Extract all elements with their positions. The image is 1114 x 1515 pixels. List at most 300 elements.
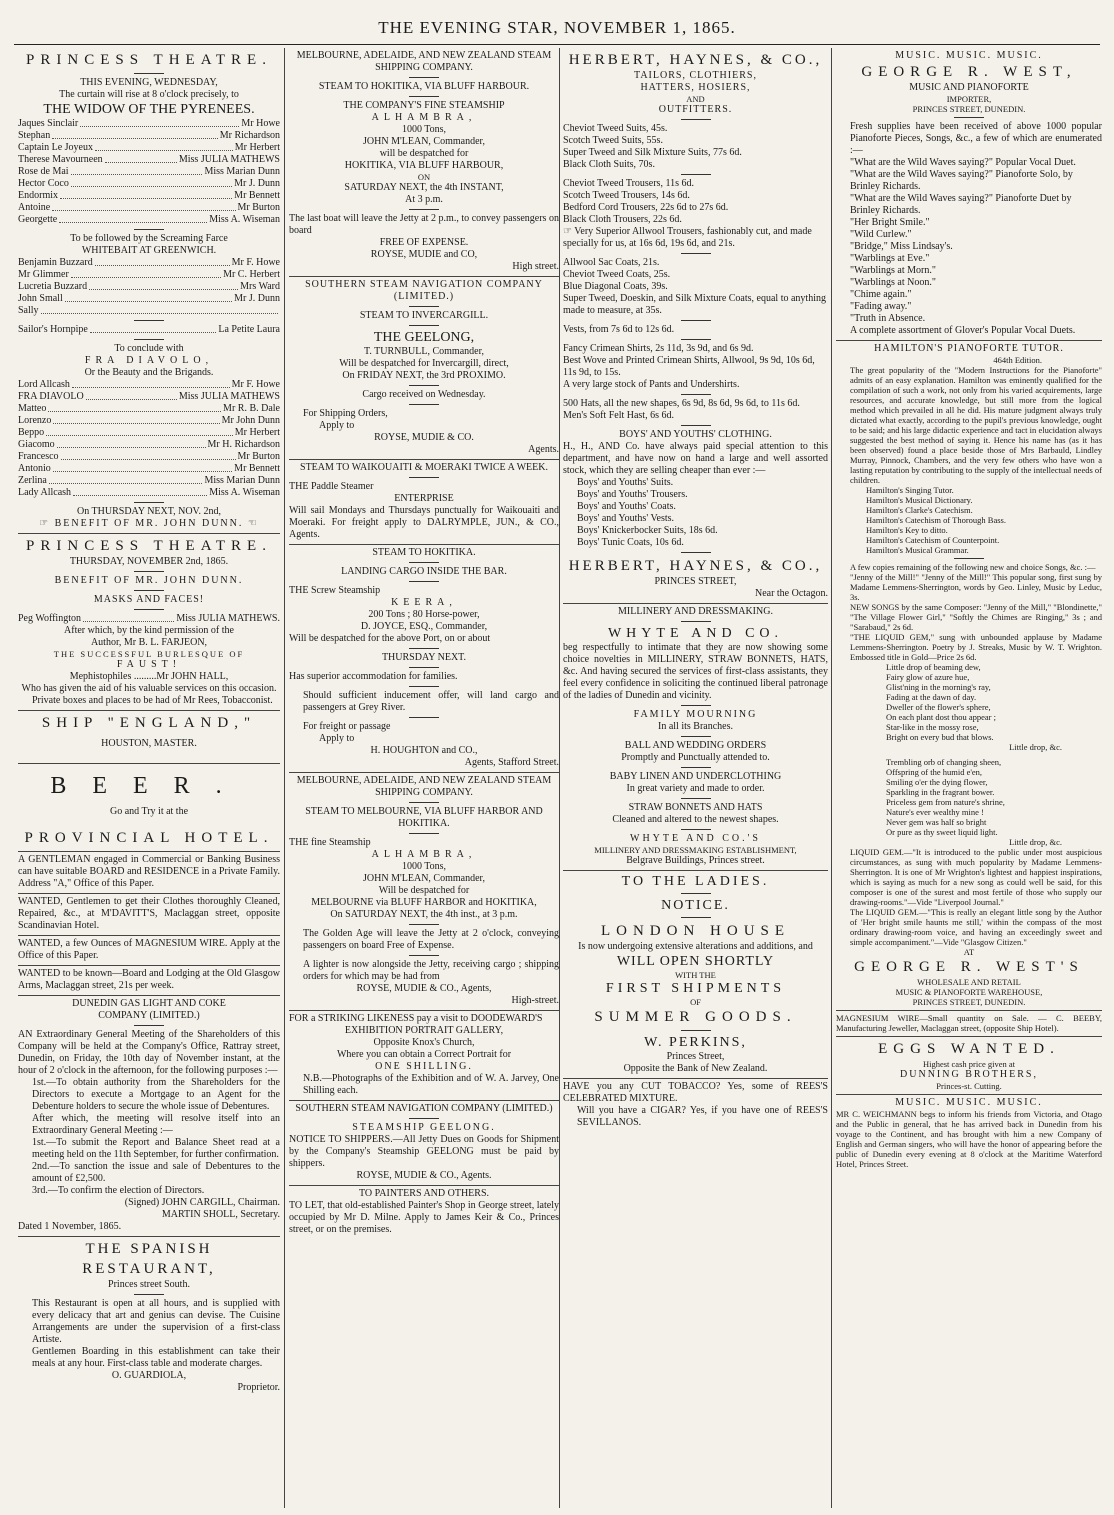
divider [409, 667, 439, 668]
herbert-haynes-ad [563, 48, 828, 604]
magnesium-wire-ad: MAGNESIUM WIRE—Small quantity on Sale. — C. BEEBY, Manufacturing Jeweller, Maclaggan street, (opposite Ship Hotel). [836, 1011, 1102, 1037]
ad-body: A few copies remaining of the following new and choice Songs, &c. :— [850, 562, 1096, 572]
ad-heading: PRINCESS THEATRE. [26, 52, 272, 68]
gas-company-ad [18, 996, 280, 1237]
cast-row: Endormix Mr Bennett [18, 190, 280, 201]
ad-line: FIRST SHIPMENTS [605, 981, 786, 996]
price-line: Super Tweed and Silk Mixture Suits, 77s 6d. [563, 147, 742, 158]
wanted-wire-ad: WANTED, a few Ounces of MAGNESIUM WIRE. Apply at the Office of this Paper. [18, 936, 280, 966]
ad-line: THE Paddle Steamer [289, 481, 374, 492]
divider [409, 833, 439, 834]
column-1 [18, 48, 280, 1513]
divider [681, 253, 711, 254]
divider [409, 96, 439, 97]
divider [134, 571, 164, 572]
ad-body: The great popularity of the "Modern Instructions for the Pianoforte" admits of an easy explanation. Hamilton was eminently qualified for the compilation of such a work, not only from his varied acquirements, large resources, and accurate knowledge, but still more from the logical method which prevailed in all he did. His mature judgment always truly dictated what exactly, according to the pupil's previous knowledge, ought to be said; and his large didactic experience and tact in elucidation always suggested the best method of saying it. Hence his name has (as it has been observed) found a place beside those of Mrs Barbauld, Lindley Murray, Pinnock, Chambers, and the very few others who have won a lasting reputation by contributing to the supply of the intellectual needs of children. [850, 365, 1102, 485]
ship-name: STEAMSHIP GEELONG. [352, 1122, 496, 1133]
cast-row: John Small Mr J. Dunn [18, 293, 280, 304]
divider [134, 1025, 164, 1026]
price-line: Boys' and Youths' Coats. [577, 501, 676, 512]
ad-line: The curtain will rise at 8 o'clock precisely, to [59, 89, 239, 100]
ad-line: High street. [512, 261, 559, 272]
hamilton-tutor-ad [836, 341, 1102, 1011]
wanted-board-ad: WANTED to be known—Board and Lodging at the Old Glasgow Arms, Maclaggan street, 21s per week. [18, 966, 280, 996]
ad-line: HATTERS, HOSIERS, [640, 82, 751, 93]
ad-line: Cleaned and altered to the newest shapes. [612, 814, 779, 825]
firm-name: DUNNING BROTHERS, [900, 1069, 1038, 1080]
ad-line: STEAM TO MELBOURNE, VIA BLUFF HARBOR AND HOKITIKA. [305, 806, 543, 829]
cast-row: Rose de Mai Miss Marian Dunn [18, 166, 280, 177]
price-line: Bedford Cord Trousers, 22s 6d to 27s 6d. [563, 202, 729, 213]
geelong-invercargill-ad [289, 277, 559, 460]
ad-line: MILLINERY AND DRESSMAKING ESTABLISHMENT, [594, 845, 797, 855]
divider [409, 802, 439, 803]
divider [681, 767, 711, 768]
divider [409, 686, 439, 687]
ad-body: NEW SONGS by the same Composer: "Jenny of the Mill," "Blondinette," "The Village Flower Girl," "Softly the Chimes are Ringing," 3s ; and "Sarabaud," 2s 6d. [850, 602, 1102, 632]
column-2 [289, 48, 559, 1513]
cast-row: Benjamin Buzzard Mr F. Howe [18, 257, 280, 268]
ad-body: Should sufficient inducement offer, will land cargo and passengers at Grey River. [303, 690, 559, 713]
price-line: Cheviot Tweed Trousers, 11s 6d. [563, 178, 694, 189]
divider [681, 798, 711, 799]
ad-line: WITH THE [675, 970, 716, 980]
list-item: "What are the Wild Waves saying?" Pianoforte Duet by Brinley Richards. [850, 193, 1072, 216]
divider [134, 1294, 164, 1295]
ad-line: 200 Tons ; 80 Horse-power, [368, 609, 480, 620]
ad-body: MR C. WEICHMANN begs to inform his friends from Victoria, and Otago and the Public in general, that he has arrived back in Dunedin from his voyage to the Continent, and has brought with him a new Company of English and German singers, who will have the honor of appearing before the public of Dunedin every evening at 8 o'clock at the Maritime Waterford Hotel, Princes Street. [836, 1109, 1102, 1169]
ad-line: LANDING CARGO INSIDE THE BAR. [341, 566, 507, 577]
ad-heading: GEORGE R. WEST'S [854, 959, 1084, 975]
divider [681, 174, 711, 175]
ad-line: To be followed by the Screaming Farce [70, 233, 228, 244]
ad-body: HAVE you any CUT TOBACCO? Yes, some of REES'S CELEBRATED MIXTURE. [563, 1081, 828, 1104]
princess-theatre-benefit-ad [18, 534, 280, 711]
list-item: Hamilton's Musical Grammar. [866, 545, 969, 555]
cast-row: Sally [18, 305, 280, 317]
ad-line: T. TURNBULL, Commander, [363, 346, 485, 357]
keera-hokitika-ad [289, 545, 559, 773]
poem-line: Bright on every bud that blows. [886, 732, 994, 742]
divider [409, 325, 439, 326]
price-line: Men's Soft Felt Hast, 6s 6d. [563, 410, 674, 421]
poem-line: Priceless gem from nature's shrine, [886, 797, 1005, 807]
cast-row: Sailor's Hornpipe La Petite Laura [18, 324, 280, 335]
ad-line: Or the Beauty and the Brigands. [84, 367, 214, 378]
firm-name: LONDON HOUSE [600, 923, 791, 939]
ad-line: BALL AND WEDDING ORDERS [624, 740, 767, 751]
list-item: "Wild Curlew." [850, 229, 912, 240]
ad-line: WILL OPEN SHORTLY [616, 954, 775, 969]
ad-line: THE Screw Steamship [289, 585, 381, 596]
price-line: 500 Hats, all the new shapes, 6s 9d, 8s 6d, 9s 6d, to 11s 6d. [563, 398, 800, 409]
ad-line: WHOLESALE AND RETAIL [917, 977, 1021, 987]
divider [409, 404, 439, 405]
list-item: "Chime again." [850, 289, 912, 300]
ad-body: "Jenny of the Mill!" "Jenny of the Mill!" This popular song, first sung by Madame Lemmens-Sherrington, words by Geo. Linley, Music by Leduc, 3s. [850, 572, 1102, 602]
ad-line: OUTFITTERS. [658, 104, 733, 115]
ad-heading: EGGS WANTED. [878, 1041, 1060, 1057]
cast-row: Lady Allcash Miss A. Wiseman [18, 487, 280, 498]
ad-heading: MELBOURNE, ADELAIDE, AND NEW ZEALAND STEAM SHIPPING COMPANY. [296, 50, 552, 73]
eggs-wanted-ad [836, 1037, 1102, 1095]
ad-line: Is now undergoing extensive alterations and additions, and [578, 941, 813, 952]
ad-body: H., H., AND Co. have always paid special attention to this department, and have now on hand a large and well assorted stock, which they are selling cheaper than ever :— [563, 441, 828, 476]
ad-line: PRINCES STREET, [654, 576, 737, 587]
ad-line: Cargo received on Wednesday. [362, 389, 486, 400]
ad-body: Gentlemen Boarding in this establishment can take their meals at any hour. First-class table and moderate charges. [32, 1346, 280, 1369]
ad-heading: TO THE LADIES. [621, 874, 770, 889]
ad-body: A complete assortment of Glover's Popular Vocal Duets. [850, 325, 1076, 336]
geelong-shippers-notice [289, 1101, 559, 1186]
ad-heading: BOYS' AND YOUTHS' CLOTHING. [619, 429, 772, 440]
ad-line: Opposite Knox's Church, [373, 1037, 475, 1048]
ad-body: LIQUID GEM.—"It is introduced to the public under most auspicious circumstances, as sung with much popularity by Madame Lemmens-Sherrington. It is one of Mr Wrighton's lightest and happiest inspirations, which is saying as much for a new song as could well be said, for this composer is one of the surest and most fertile of those who supply our drawing-rooms."—Vide "Liverpool Journal." [850, 847, 1102, 907]
ad-line: AND [686, 94, 705, 104]
ad-line: THE COMPANY'S FINE STEAMSHIP [343, 100, 505, 111]
ad-heading: SOUTHERN STEAM NAVIGATION COMPANY (LIMITED.) [295, 1103, 553, 1114]
ad-line: Apply to [319, 733, 355, 744]
price-line: Best Wove and Printed Crimean Shirts, Allwool, 9s 9d, 10s 6d, 11s 9d, to 15s. [563, 355, 815, 378]
ad-heading: HERBERT, HAYNES, & CO., [568, 52, 823, 68]
divider [134, 320, 164, 321]
divider [681, 320, 711, 321]
cast-row: Hector Coco Mr J. Dunn [18, 178, 280, 189]
divider [409, 955, 439, 956]
list-item: Hamilton's Catechism of Counterpoint. [866, 535, 1000, 545]
ad-heading: SHIP "ENGLAND," [41, 715, 257, 731]
ad-line: BENEFIT OF MR. JOHN DUNN. [54, 575, 244, 586]
ad-body: Will you have a CIGAR? Yes, if you have one of REES'S SEVILLANOS. [577, 1105, 828, 1128]
ad-line: NOTICE. [661, 898, 730, 913]
poem-line: Smiling o'er the dying flower, [886, 777, 988, 787]
masthead: THE EVENING STAR, NOVEMBER 1, 1865. [378, 18, 736, 37]
price-line: Super Tweed, Doeskin, and Silk Mixture Coats, equal to anything made to measure, at 35s. [563, 293, 826, 316]
ad-line: ONE SHILLING. [375, 1061, 473, 1072]
ad-heading: PROVINCIAL HOTEL. [24, 830, 274, 846]
ad-line: MELBOURNE via BLUFF HARBOR and HOKITIKA, [311, 897, 537, 908]
cast-row: Therese Mavourneen Miss JULIA MATHEWS [18, 154, 280, 165]
ad-body: "THE LIQUID GEM," sung with unbounded applause by Madame Lemmens-Sherrington. Poetry by J. Streaks, Music by W. T. Wrighton. Embossed title in Gold—Price 2s 6d. [850, 632, 1102, 662]
cast-row: Georgette Miss A. Wiseman [18, 214, 280, 225]
cast-row: FRA DIAVOLO Miss JULIA MATHEWS [18, 391, 280, 402]
ad-line: High-street. [511, 995, 559, 1006]
ad-body: Fresh supplies have been received of above 1000 popular Pianoforte Pieces, Songs, &c., a few of which are enumerated :— [850, 121, 1102, 156]
ad-line: Dated 1 November, 1865. [18, 1221, 122, 1232]
poem-line: Dweller of the flower's sphere, [886, 702, 991, 712]
price-line: Vests, from 7s 6d to 12s 6d. [563, 324, 675, 335]
ship-england-ad [18, 711, 280, 764]
ad-body: Will sail Mondays and Thursdays punctually for Waikouaiti and Moeraki. For freight apply to DALRYMPLE, JUN., & CO., Agents. [289, 505, 559, 540]
ad-line: THE fine Steamship [289, 837, 371, 848]
ship-name: ALHAMBRA, [371, 849, 477, 860]
list-item: "Warblings at Morn." [850, 265, 936, 276]
princess-theatre-ad [18, 48, 280, 534]
ad-body: 1st.—To submit the Report and Balance Sheet read at a meeting held on the 11th September, for further confirmation. [32, 1137, 280, 1160]
list-item: Hamilton's Singing Tutor. [866, 485, 954, 495]
ad-body: After which, the meeting will resolve itself into an Extraordinary General Meeting :— [32, 1113, 280, 1136]
divider [409, 306, 439, 307]
ad-line: FAUST! [116, 659, 182, 670]
ad-line: STRAW BONNETS AND HATS [628, 802, 763, 813]
ad-line: HOUSTON, MASTER. [101, 738, 197, 749]
price-line: A very large stock of Pants and Undershirts. [563, 379, 740, 390]
firm-name: W. PERKINS, [644, 1035, 747, 1050]
column-divider [559, 48, 560, 1508]
divider [681, 425, 711, 426]
ad-line: Promptly and Punctually attended to. [621, 752, 770, 763]
divider [681, 917, 711, 918]
ad-line: FAMILY MOURNING [633, 709, 758, 720]
divider [409, 648, 439, 649]
divider [134, 339, 164, 340]
divider [681, 736, 711, 737]
signature: MARTIN SHOLL, Secretary. [161, 1209, 280, 1220]
ad-heading: TO PAINTERS AND OTHERS. [358, 1188, 490, 1199]
ad-line: For freight or passage [303, 721, 391, 732]
list-item: "Warblings at Noon." [850, 277, 936, 288]
poem-line: Or pure as thy sweet liquid light. [886, 827, 998, 837]
ad-line: After which, by the kind permission of the [64, 625, 234, 636]
cast-row: Beppo Mr Herbert [18, 427, 280, 438]
ad-body: NOTICE TO SHIPPERS.—All Jetty Dues on Goods for Shipment by the Company's Steamship GEELONG must be paid by shippers. [289, 1134, 559, 1169]
column-divider [831, 48, 832, 1508]
ad-line: OF [690, 997, 701, 1007]
ad-line: ROYSE, MUDIE & CO. [374, 432, 474, 443]
ad-body: The Golden Age will leave the Jetty at 2 o'clock, conveying passengers on board Free of Expense. [303, 928, 559, 951]
ad-line: WHITEBAIT AT GREENWICH. [81, 245, 217, 256]
divider [681, 552, 711, 553]
ad-body: A lighter is now alongside the Jetty, receiving cargo ; shipping orders for which may be had from [303, 959, 559, 982]
tobacco-ad [563, 1079, 828, 1132]
divider [409, 477, 439, 478]
ship-name: ALHAMBRA, [371, 112, 477, 123]
divider [681, 119, 711, 120]
portrait-gallery-ad [289, 1011, 559, 1101]
ad-line: SATURDAY NEXT, the 4th INSTANT, [344, 182, 504, 193]
ad-body: beg respectfully to intimate that they are now showing some choice novelties in MILLINERY, STRAW BONNETS, HATS, &c. And having secured the services of first-class assistants, they feel every confidence in soliciting the continued liberal patronage of the ladies of Dunedin and vicinity. [563, 642, 828, 701]
cast-list [18, 379, 280, 499]
ad-line: TAILORS, CLOTHIERS, [634, 70, 757, 81]
divider [409, 77, 439, 78]
ad-line: WHYTE AND CO.'S [630, 833, 761, 844]
price-line: Allwool Sac Coats, 21s. [563, 257, 660, 268]
cast-row: Lorenzo Mr John Dunn [18, 415, 280, 426]
poem-stanza [836, 757, 1102, 847]
ad-line: Has superior accommodation for families. [289, 671, 458, 682]
cast-row: Antoine Mr Burton [18, 202, 280, 213]
price-line: Cheviot Tweed Suits, 45s. [563, 123, 668, 134]
ad-body: N.B.—Photographs of the Exhibition and of W. A. Jarvey, One Shilling each. [303, 1073, 559, 1096]
ad-line: THIS EVENING, WEDNESDAY, [80, 77, 218, 88]
ad-line: Belgrave Buildings, Princes street. [626, 855, 765, 866]
ad-line: FREE OF EXPENSE. [379, 237, 469, 248]
list-item: "Truth in Absence. [850, 313, 926, 324]
divider [954, 117, 984, 118]
ad-line: ON [417, 172, 431, 182]
poem-line: Trembling orb of changing sheen, [886, 757, 1002, 767]
ad-line: Where you can obtain a Correct Portrait for [336, 1049, 512, 1060]
ad-line: THURSDAY NEXT. [381, 652, 467, 663]
ad-line: JOHN M'LEAN, Commander, [363, 873, 485, 884]
ad-line: MUSIC. MUSIC. MUSIC. [895, 1097, 1043, 1108]
ad-line: D. JOYCE, ESQ., Commander, [360, 621, 488, 632]
poem-line: Fairy glow of azure hue, [886, 672, 970, 682]
ad-line: JOHN M'LEAN, Commander, [363, 136, 485, 147]
ad-heading: STEAM TO WAIKOUAITI & MOERAKI TWICE A WEEK. [300, 462, 548, 473]
ad-heading: COMPANY (LIMITED.) [98, 1010, 200, 1021]
list-item: "Warblings at Eve." [850, 253, 930, 264]
ad-line: In all its Branches. [658, 721, 733, 732]
london-house-ad [563, 871, 828, 1079]
poem-line: Little drop, &c. [1009, 837, 1062, 847]
price-line: Fancy Crimean Shirts, 2s 11d, 3s 9d, and 6s 9d. [563, 343, 754, 354]
ad-line: Agents. [528, 444, 559, 455]
ad-body: Will be despatched for the above Port, on or about [289, 633, 491, 644]
divider [681, 893, 711, 894]
ad-line: Near the Octagon. [754, 588, 828, 599]
list-item: Hamilton's Clarke's Catechism. [866, 505, 973, 515]
ad-line: BABY LINEN AND UNDERCLOTHING [609, 771, 782, 782]
ad-line: On SATURDAY NEXT, the 4th inst., at 3 p.m. [330, 909, 518, 920]
millinery-ad [563, 604, 828, 871]
ad-line: Mephistophiles .........Mr JOHN HALL, [69, 671, 229, 682]
cast-row: Matteo Mr R. B. Dale [18, 403, 280, 414]
column-3 [563, 48, 828, 1513]
price-line: ☞ Very Superior Allwool Trousers, fashionably cut, and made specially for us, at 16s 6d, 19s 6d, and 21s. [563, 226, 812, 249]
cast-row: Francesco Mr Burton [18, 451, 280, 462]
ad-line: Go and Try it at the [109, 806, 189, 817]
divider [409, 385, 439, 386]
ad-heading: HAMILTON'S PIANOFORTE TUTOR. [874, 343, 1064, 354]
ad-heading: SOUTHERN STEAM NAVIGATION COMPANY (LIMITED.) [305, 279, 543, 302]
divider [954, 558, 984, 559]
ad-body: The last boat will leave the Jetty at 2 p.m., to convey passengers on board [289, 213, 559, 236]
price-line: Boys' Tunic Coats, 10s 6d. [577, 537, 684, 548]
ad-line: ☞ BENEFIT OF MR. JOHN DUNN. ☜ [39, 518, 259, 529]
price-line: Boys' and Youths' Trousers. [577, 489, 688, 500]
list-item: "What are the Wild Waves saying?" Pianoforte Solo, by Brinley Richards. [850, 169, 1073, 192]
divider [409, 924, 439, 925]
ad-line: EXHIBITION PORTRAIT GALLERY, [344, 1025, 504, 1036]
divider [681, 339, 711, 340]
ad-line: Author, Mr B. L. FARJEON, [90, 637, 208, 648]
poem-line: Never gem was half so bright [886, 817, 987, 827]
ad-heading: GEORGE R. WEST, [861, 64, 1077, 80]
price-line: Boys' and Youths' Vests. [577, 513, 675, 524]
price-line: Blue Diagonal Coats, 39s. [563, 281, 668, 292]
ad-line: THE SUCCESSFUL BURLESQUE OF [53, 649, 245, 659]
ship-name: KEERA, [391, 597, 457, 608]
divider [681, 829, 711, 830]
ad-body: 2nd.—To sanction the issue and sale of Debentures to the amount of £2,500. [32, 1161, 280, 1184]
ad-body: FOR a STRIKING LIKENESS pay a visit to DOODEWARD'S [289, 1013, 543, 1024]
divider [409, 1118, 439, 1119]
enterprise-steamer-ad [289, 460, 559, 545]
steamship-alhambra-ad [289, 48, 559, 277]
ad-line: ROYSE, MUDIE and CO, [370, 249, 478, 260]
column-divider [284, 48, 285, 1508]
ad-line: Princes street South. [108, 1279, 190, 1290]
ad-heading: MELBOURNE, ADELAIDE, AND NEW ZEALAND STEAM SHIPPING COMPANY. [296, 775, 552, 798]
ad-line: PRINCES STREET, DUNEDIN. [912, 104, 1026, 114]
ad-heading: HERBERT, HAYNES, & CO., [568, 558, 823, 574]
price-line: Black Cloth Trousers, 22s 6d. [563, 214, 682, 225]
poem-line: On each plant dost thou appear ; [886, 712, 996, 722]
ad-body: TO LET, that old-established Painter's Shop in George street, lately occupied by Mr D. Milne. Apply to James Keir & Co., Princes street, or on the premises. [289, 1200, 559, 1235]
weichmann-ad [836, 1095, 1102, 1172]
list-item: Hamilton's Musical Dictionary. [866, 495, 973, 505]
list-item: Hamilton's Catechism of Thorough Bass. [866, 515, 1006, 525]
cast-list [18, 257, 280, 317]
ad-line: AT [963, 947, 975, 957]
alhambra-melbourne-ad [289, 773, 559, 1011]
ad-line: Will be despatched for [378, 885, 470, 896]
ad-line: On FRIDAY NEXT, the 3rd PROXIMO. [342, 370, 506, 381]
beer-ad [18, 764, 280, 852]
ad-line: Highest cash price given at [922, 1059, 1016, 1069]
cast-row: Mr Glimmer Mr C. Herbert [18, 269, 280, 280]
cast-row: Lucretia Buzzard Mrs Ward [18, 281, 280, 292]
list-item: "What are the Wild Waves saying?" Popular Vocal Duet. [850, 157, 1076, 168]
spanish-restaurant-ad [18, 1237, 280, 1397]
price-line: Boys' Knickerbocker Suits, 18s 6d. [577, 525, 718, 536]
divider [134, 73, 164, 74]
poem-line: Nature's ever wealthy mine ! [886, 807, 984, 817]
ad-line: Princes-st. Cutting. [936, 1081, 1002, 1091]
divider [409, 581, 439, 582]
george-west-ad [836, 48, 1102, 341]
ship-name: THE GEELONG, [373, 330, 475, 345]
beer-heading: BEER. [50, 773, 248, 799]
divider [681, 705, 711, 706]
ad-line: Will be despatched for Invercargill, direct, [339, 358, 509, 369]
ad-line: will be despatched for [379, 148, 469, 159]
cast-row: Zerlina Miss Marian Dunn [18, 475, 280, 486]
ship-name: ENTERPRISE [394, 493, 454, 504]
list-item: Hamilton's Key to ditto. [866, 525, 948, 535]
price-line: Scotch Tweed Suits, 55s. [563, 135, 663, 146]
price-line: Cheviot Tweed Coats, 25s. [563, 269, 671, 280]
divider [681, 1030, 711, 1031]
ad-body: This Restaurant is open at all hours, and is supplied with every delicacy that art and genius can devise. The Cuisine Arrangements are under the supervision of a first-class Artiste. [32, 1298, 280, 1345]
list-item: "Her Bright Smile." [850, 217, 930, 228]
poem-line: Little drop, &c. [1009, 742, 1062, 752]
divider [134, 229, 164, 230]
poem-line: Glist'ning in the morning's ray, [886, 682, 991, 692]
cast-row: Peg Woffington Miss JULIA MATHEWS. [18, 613, 280, 624]
divider [134, 609, 164, 610]
ad-line: At 3 p.m. [405, 194, 443, 205]
list-item: "Fading away." [850, 301, 912, 312]
painters-ad [289, 1186, 559, 1239]
list-item: "Bridge," Miss Lindsay's. [850, 241, 953, 252]
ad-line: IMPORTER, [946, 94, 992, 104]
cast-row: Captain Le Joyeux Mr Herbert [18, 142, 280, 153]
signature: O. GUARDIOLA, [111, 1370, 187, 1381]
ad-heading: DUNEDIN GAS LIGHT AND COKE [72, 998, 226, 1009]
ad-line: 1000 Tons, [401, 124, 447, 135]
ad-body: 3rd.—To confirm the election of Directors. [32, 1185, 205, 1196]
ad-line: Apply to [319, 420, 355, 431]
ad-body: The LIQUID GEM.—"This is really an elegant little song by the Author of 'Her bright smile haunts me still,' within the compass of the most ordinary drawing-room voice, and having an exceedingly sweet and simple accompaniment."—Vide "Glasgow Citizen." [850, 907, 1102, 947]
ad-line: For Shipping Orders, [303, 408, 388, 419]
poem-line: Offspring of the humid e'en, [886, 767, 983, 777]
divider [409, 717, 439, 718]
ad-line: To conclude with [114, 343, 184, 354]
ad-line: In great variety and made to order. [626, 783, 765, 794]
ad-line: PRINCES STREET, DUNEDIN. [912, 997, 1026, 1007]
